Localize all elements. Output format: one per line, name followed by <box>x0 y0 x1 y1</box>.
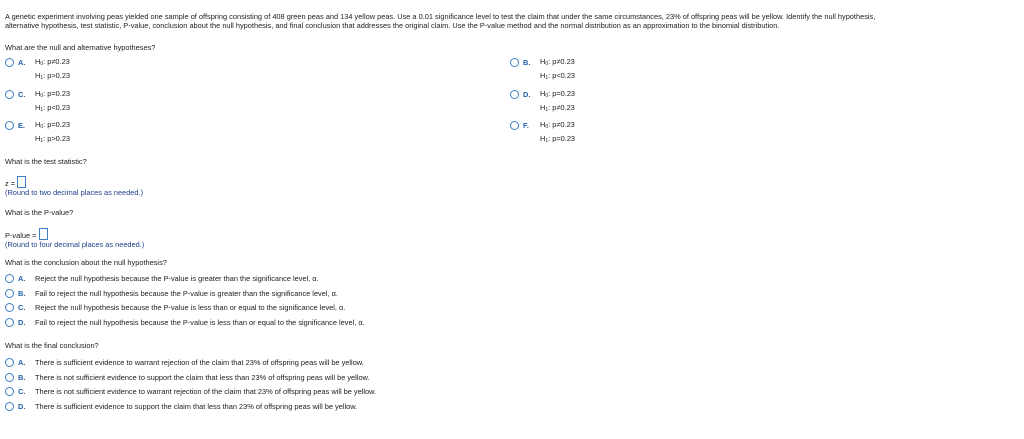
radio-button[interactable] <box>5 289 14 298</box>
radio-button[interactable] <box>5 373 14 382</box>
radio-button[interactable] <box>5 387 14 396</box>
option-letter: D. <box>523 90 531 99</box>
option-letter: E. <box>18 121 25 130</box>
pvalue-round-note: (Round to four decimal places as needed.) <box>5 240 145 249</box>
option-letter: B. <box>18 288 26 298</box>
alternative-hypothesis: $H_1$: p≠0.23 <box>540 103 575 113</box>
q3-prompt: What is the P-value? <box>5 208 74 217</box>
option-text: Fail to reject the null hypothesis because the P-value is greater than the significance level, α. <box>35 288 338 298</box>
radio-button[interactable] <box>510 58 519 67</box>
alternative-hypothesis: $H_1$: p<0.23 <box>540 71 576 81</box>
option-text: Reject the null hypothesis because the P-value is greater than the significance level, α. <box>35 274 319 283</box>
z-input[interactable] <box>17 176 26 188</box>
option-letter: B. <box>523 58 531 67</box>
null-hypothesis: $H_0$: p≠0.23 <box>540 120 575 130</box>
q2-prompt: What is the test statistic? <box>5 157 87 166</box>
intro-line-1: A genetic experiment involving peas yielded one sample of offspring consisting of 408 green peas and 134 yellow peas. Use a 0.01 significance level to test the claim that under the same circumstances, 23% of offspring peas will be yellow. Identify the null hypothesis, <box>5 12 876 21</box>
option-letter: A. <box>18 358 26 367</box>
hypotheses-pair <box>540 88 575 116</box>
pvalue-label: P-value = <box>5 231 37 240</box>
hypotheses-pair <box>35 56 70 84</box>
option-letter: A. <box>18 274 26 283</box>
z-answer-row <box>5 176 26 188</box>
radio-button[interactable] <box>5 303 14 312</box>
alternative-hypothesis: $H_1$: p>0.23 <box>35 71 71 81</box>
hypotheses-pair <box>540 119 575 147</box>
option-letter: C. <box>18 387 26 396</box>
null-hypothesis: $H_0$: p=0.23 <box>35 120 71 130</box>
hypotheses-pair <box>540 56 575 84</box>
hypotheses-pair <box>35 119 70 147</box>
option-letter: D. <box>18 401 26 411</box>
hypotheses-pair <box>35 88 70 116</box>
option-letter: D. <box>18 317 26 327</box>
pvalue-input[interactable] <box>39 228 48 240</box>
option-letter: B. <box>18 372 26 382</box>
alternative-hypothesis: $H_1$: p<0.23 <box>35 103 71 113</box>
q5-prompt: What is the final conclusion? <box>5 341 99 350</box>
option-text: There is not sufficient evidence to warrant rejection of the claim that 23% of offspring peas will be yellow. <box>35 387 377 396</box>
intro-line-2: alternative hypothesis, test statistic, P-value, conclusion about the null hypothesis, and final conclusion that addresses the original claim. Use the P-value method and the normal distribution as an approximation to the binomial distribution. <box>5 21 780 30</box>
radio-button[interactable] <box>5 274 14 283</box>
option-letter: C. <box>18 303 26 312</box>
alternative-hypothesis: $H_1$: p=0.23 <box>540 134 576 144</box>
null-hypothesis: $H_0$: p=0.23 <box>35 89 71 99</box>
pvalue-answer-row <box>5 228 48 240</box>
option-text: There is sufficient evidence to warrant rejection of the claim that 23% of offspring peas will be yellow. <box>35 358 364 367</box>
option-text: Reject the null hypothesis because the P-value is less than or equal to the significance level, α. <box>35 303 346 312</box>
null-hypothesis: $H_0$: p≠0.23 <box>35 57 70 67</box>
radio-button[interactable] <box>5 402 14 411</box>
radio-button[interactable] <box>5 58 14 67</box>
option-text: There is sufficient evidence to support the claim that less than 23% of offspring peas will be yellow. <box>35 401 358 411</box>
radio-button[interactable] <box>510 121 519 130</box>
radio-button[interactable] <box>5 358 14 367</box>
q4-prompt: What is the conclusion about the null hypothesis? <box>5 258 167 267</box>
question-intro <box>5 12 1020 30</box>
option-letter: C. <box>18 90 26 99</box>
radio-button[interactable] <box>5 121 14 130</box>
z-label: z = <box>5 179 16 188</box>
null-hypothesis: $H_0$: p≠0.23 <box>540 57 575 67</box>
radio-button[interactable] <box>5 318 14 327</box>
option-letter: F. <box>523 121 529 130</box>
radio-button[interactable] <box>510 90 519 99</box>
alternative-hypothesis: $H_1$: p>0.23 <box>35 134 71 144</box>
option-text: Fail to reject the null hypothesis because the P-value is less than or equal to the significance level, α. <box>35 317 365 327</box>
z-round-note: (Round to two decimal places as needed.) <box>5 188 144 197</box>
radio-button[interactable] <box>5 90 14 99</box>
option-text: There is not sufficient evidence to support the claim that less than 23% of offspring peas will be yellow. <box>35 372 370 382</box>
q1-prompt: What are the null and alternative hypotheses? <box>5 43 156 52</box>
option-letter: A. <box>18 58 26 67</box>
null-hypothesis: $H_0$: p=0.23 <box>540 89 576 99</box>
